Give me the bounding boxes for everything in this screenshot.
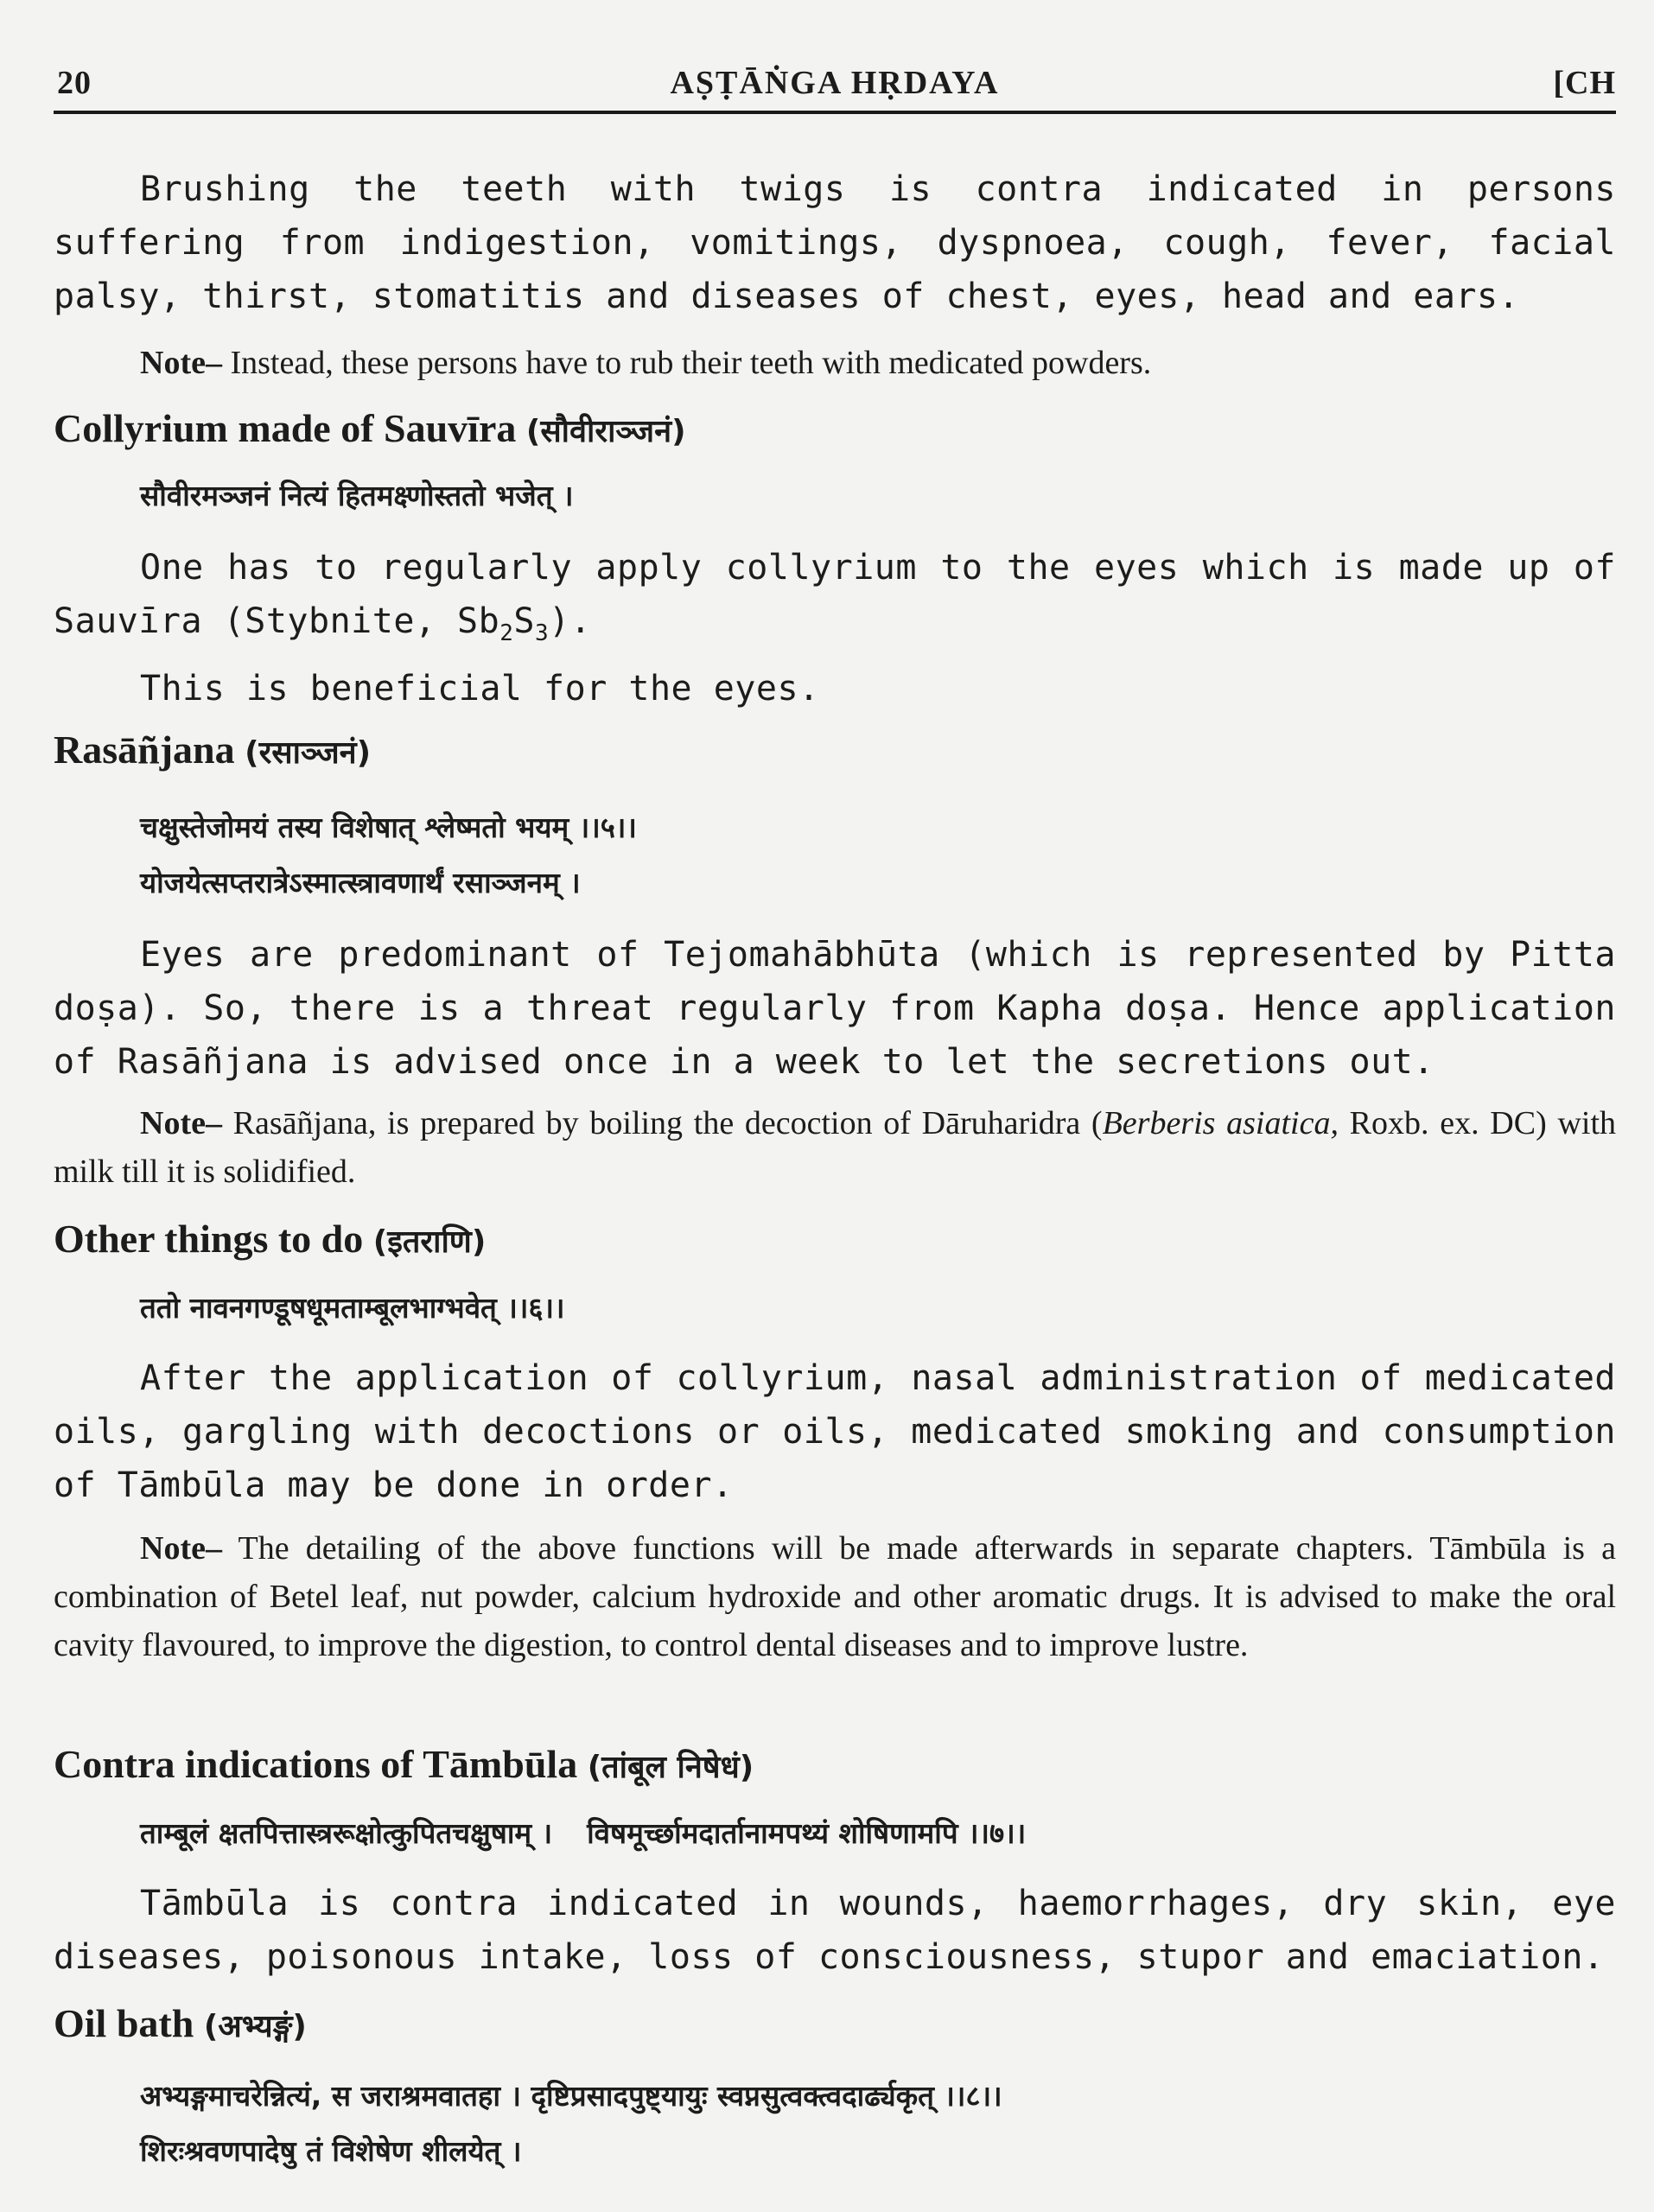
note-rasanjana-preparation: Note– Rasāñjana, is prepared by boiling the decoction of Dāruharidra (Berberis asiatica, Roxb. ex. DC) with milk till it is solidified. [54,1105,1617,1190]
chapter-marker: [CH [1553,65,1616,101]
paragraph-brushing-contraindications: Brushing the teeth with twigs is contra indicated in persons suffering from indigestion, vomitings, dyspnoea, cough, fever, facial palsy, thirst, stomatitis and diseases of chest, eyes, head and ears. [54,169,1616,316]
heading-rasanjana [54,724,1616,779]
verse-other-things: ततो नावनगण्डूषधूमताम्बूलभाग्भवेत् ।।६।। [140,1291,565,1325]
heading-sanskrit: (रसाञ्जनं) [245,735,372,771]
paragraph-beneficial: This is beneficial for the eyes. [140,669,820,709]
heading-sanskrit: (सौवीराञ्जनं) [525,414,686,449]
botanical-name: Berberis asiatica, [1102,1105,1339,1141]
note-tambula [54,1524,1616,1669]
verse-oil-bath-line-1: अभ्यङ्गमाचरेन्नित्यं, स जराश्रमवातहा । दृष्टिप्रसादपुष्ट्यायुः स्वप्नसुत्वक्त्वदार्ढ्यकृत् ।।८।। [140,2079,1002,2113]
paragraph-tejomahabhuta: Eyes are predominant of Tejomahābhūta (which is represented by Pitta doṣa). So, there is a threat regularly from Kapha doṣa. Hence application of Rasāñjana is advised once in a week to let the secretions out. [54,935,1616,1082]
verse-contra-tambula: ताम्बूलं क्षतपित्तास्त्ररूक्षोत्कुपितचक्षुषाम् । विषमूर्च्छामदार्तानामपथ्यं शोषिणामपि ।।७।। [140,1816,1027,1850]
note-label: Note– [140,345,222,381]
note-text: The detailing of the above functions will be made afterwards in separate chapters. Tāmbūla is a combination of Betel leaf, nut powder, calcium hydroxide and other aromatic drugs. It is advised to make the oral cavity flavoured, to improve the digestion, to control dental diseases and to improve lustre. [54,1530,1616,1663]
heading-title: Oil bath [54,2001,194,2045]
heading-title: Collyrium made of Sauvīra [54,406,517,450]
note-label: Note– [140,1105,222,1141]
verse-rasanjana-line-1: चक्षुस्तेजोमयं तस्य विशेषात् श्लेष्मतो भयम् ।।५।। [140,810,637,844]
verse-oil-bath-line-2: शिरःश्रवणपादेषु तं विशेषेण शीलयेत् । [140,2134,522,2168]
note-label: Note– [140,1530,222,1567]
heading-contra-tambula [54,1738,1616,1794]
paragraph-order-of-functions: After the application of collyrium, nasal administration of medicated oils, gargling with decoctions or oils, medicated smoking and consumption of Tāmbūla may be done in order. [54,1358,1616,1505]
heading-title: Contra indications of Tāmbūla [54,1742,578,1786]
note-medicated-powders [54,339,1616,387]
verse-rasanjana-line-2: योजयेत्सप्तरात्रेऽस्मात्स्त्रावणार्थं रसाञ्जनम् । [140,866,581,899]
paragraph-sauvira: One has to regularly apply collyrium to the eyes which is made up of Sauvīra (Stybnite, $Sb_2S_3$). [54,548,1616,646]
running-header [54,60,1616,114]
paragraph-tambula-contraindications: Tāmbūla is contra indicated in wounds, haemorrhages, dry skin, eye diseases, poisonous intake, loss of consciousness, stupor and emaciation. [54,1884,1616,1977]
heading-sanskrit: (इतराणि) [372,1224,487,1260]
heading-other-things [54,1213,1616,1268]
heading-title: Other things to do [54,1217,364,1261]
heading-collyrium [54,403,1616,458]
verse-collyrium: सौवीरमञ्जनं नित्यं हितमक्ष्णोस्ततो भजेत् । [140,479,574,512]
heading-title: Rasāñjana [54,728,235,772]
note-text: Instead, these persons have to rub their teeth with medicated powders. [221,345,1152,381]
book-title: AṢṬĀṄGA HṚDAYA [670,65,1000,101]
heading-oil-bath [54,1998,1616,2053]
heading-sanskrit: (तांबूल निषेधं) [587,1750,754,1785]
heading-sanskrit: (अभ्यङ्गं) [203,2009,307,2044]
page-number: 20 [57,65,92,101]
